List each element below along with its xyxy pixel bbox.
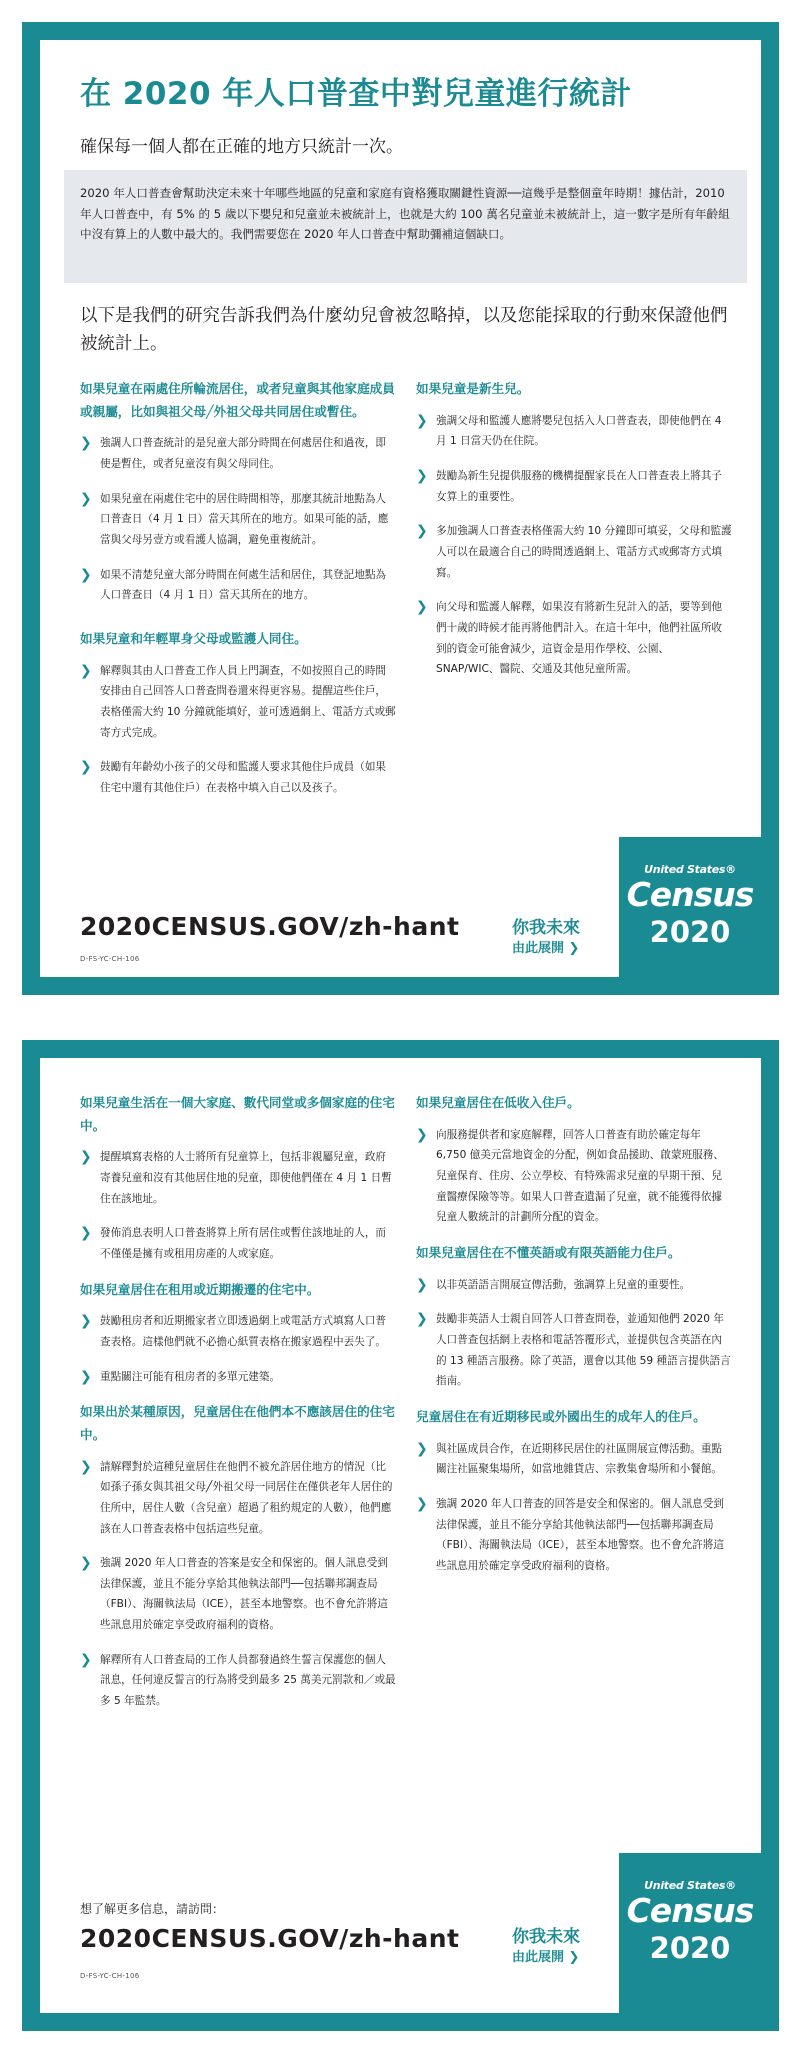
section-heading: 兒童居住在有近期移民或外國出生的成年人的住戶。 [416,1408,706,1424]
tagline [512,1926,622,1968]
list-item: ❯ 解釋與其由人口普查工作人員上門調查，不如按照自己的時間安排由自己回答人口普查問卷還來得更容易。提醒這些住戶，表格僅需大約 10 分鐘就能填好，並可透過網上、電話方式或郵寄方式完成。 [80,662,396,739]
list-item: ❯ 與社區成員合作，在近期移民居住的社區開展宣傳活動。重點關注社區聚集場所，如當地雜貨店、宗教集會場所和小餐館。 [416,1440,723,1476]
list-item: ❯ 如果兒童在兩處住宅中的居住時間相等，那麼其統計地點為人口普查日（4 月 1 日）當天其所在的地方。如果可能的話，應當與父母另壹方或看護人協調，避免重複統計。 [80,490,389,546]
list-item: ❯ 解釋所有人口普查局的工作人員都發過終生誓言保護您的個人訊息，任何違反誓言的行為將受到最多 25 萬美元罰款和／或最多 5 年監禁。 [80,1651,396,1708]
chevron-right-icon: ❯ [80,1458,92,1475]
learn-more-label: 想了解更多信息，請訪問： [80,1902,225,1916]
chevron-right-icon: ❯ [80,1313,92,1330]
chevron-right-icon: ❯ [416,1126,428,1143]
chevron-right-icon: ❯ [568,1950,580,1966]
chevron-right-icon: ❯ [80,435,92,452]
list-item: ❯ 強調 2020 年人口普查的答案是安全和保密的。個人訊息受到法律保護，並且不能分享給其他執法部門──包括聯邦調查局（FBI）、海關執法局（ICE），甚至本地警察。也不會允許將這些訊息用於確定享受政府福利的資格。 [80,1555,388,1632]
logo-year: 2020 [649,915,731,949]
chevron-right-icon: ❯ [416,1276,428,1293]
chevron-right-icon: ❯ [80,566,92,583]
chevron-right-icon: ❯ [80,1149,92,1166]
chevron-right-icon: ❯ [416,1495,428,1512]
section-heading: 如果出於某種原因，兒童居住在他們本不應該居住的住宅中。 [80,1404,395,1442]
page-2-right-column [416,1092,732,1590]
logo-census: Census [626,875,754,914]
page-2-left-column [80,1092,396,1726]
page-1-right-column [416,378,732,694]
logo-united-states: United States® [644,1879,736,1892]
list-item: ❯ 請解釋對於這種兒童居住在他們不被允許居住地方的情況（比如孫子孫女與其祖父母╱外祖父母一同居住在僅供老年人居住的住所中，居住人數（含兒童）超過了租約規定的人數），他們應該在人口普查表格中包括這些兒童。 [80,1458,393,1535]
page-title: 在 2020 年人口普查中對兒童進行統計 [80,76,632,112]
tagline-line-2[interactable]: 由此展開 ❯ [512,941,580,957]
list-item: ❯ 強調 2020 年人口普查的回答是安全和保密的。個人訊息受到法律保護，並且不能分享給其他執法部門──包括聯邦調查局（FBI）、海關執法局（ICE），甚至本地警察。也不會允許將這些訊息用於確定享受政府福利的資格。 [416,1495,724,1572]
tagline-line-1: 你我未來 [512,918,580,938]
list-item: ❯ 提醒填寫表格的人士將所有兒童算上，包括非親屬兒童，政府寄養兒童和沒有其他居住地的兒童，即使他們僅在 4 月 1 日暫住在該地址。 [80,1149,392,1205]
page-1-left-column [80,378,396,813]
logo-united-states: United States® [644,863,736,876]
chevron-right-icon: ❯ [416,523,428,540]
section-heading: 如果兒童是新生兒。 [416,381,530,396]
document-code: D-FS-YC-CH-106 [80,955,140,963]
chevron-right-icon: ❯ [80,490,92,507]
list-item: ❯ 以非英語語言開展宣傳活動，強調算上兒童的重要性。 [416,1275,732,1296]
page-2-border [22,1040,779,2031]
list-item: ❯ 發佈消息表明人口普查將算上所有居住或暫住該地址的人，而不僅僅是擁有或租用房產的人或家庭。 [80,1225,387,1260]
tagline-line-2[interactable]: 由此展開 ❯ [512,1950,580,1966]
list-item: ❯ 鼓勵非英語人士親自回答人口普查問卷，並通知他們 2020 年人口普查包括網上表格和電話答覆形式，並提供包含英語在內的 13 種語言服務。除了英語，還會以其他 59 種語言提供語言指南。 [416,1311,731,1388]
list-item: ❯ 鼓勵租房者和近期搬家者立即透過網上或電話方式填寫人口普查表格。這樣他們就不必擔心紙質表格在搬家過程中丟失了。 [80,1313,387,1348]
section-heading: 如果兒童居住在租用或近期搬遷的住宅中。 [80,1281,320,1297]
list-item: ❯ 強調父母和監護人應將嬰兒包括入人口普查表，即使他們在 4 月 1 日當天仍在住院。 [416,412,722,448]
chevron-right-icon: ❯ [80,1555,92,1572]
chevron-right-icon: ❯ [80,1368,92,1385]
list-item: ❯ 向服務提供者和家庭解釋，回答人口普查有助於確定每年 6,750 億美元當地資金的分配，例如食品援助、啟蒙班服務、兒童保育、住房、公立學校、有特殊需求兒童的早期干預、兒童醫療保險等等。如果人口普查遺漏了兒童，就不能獲得依據兒童人數統計的計劃所分配的資金。 [416,1126,724,1224]
census-2020-logo [619,1853,761,2013]
page-subtitle: 確保每一個人都在正確的地方只統計一次。 [80,137,403,157]
chevron-right-icon: ❯ [416,1311,428,1328]
list-item: ❯ 向父母和監護人解釋，如果沒有將新生兒計入的話，要等到他們十歲的時候才能再將他們計入。在這十年中，他們社區所收到的資金可能會減少，這資金是用作學校、公園、SNAP/WIC、醫院、交通及其他兒童所需。 [416,599,723,676]
tagline-line-1: 你我未來 [512,1927,580,1947]
census-url[interactable]: 2020CENSUS.GOV/zh-hant [80,1924,460,1953]
page-1-sheet [40,40,761,977]
chevron-right-icon: ❯ [568,941,580,957]
chevron-right-icon: ❯ [416,467,428,484]
section-heading: 如果兒童和年輕單身父母或監護人同住。 [80,630,307,646]
page-2-sheet [40,1058,761,2013]
census-2020-logo [619,837,761,977]
lead-paragraph: 以下是我們的研究告訴我們為什麼幼兒會被忽略掉，以及您能採取的行動來保證他們被統計上。 [80,306,728,354]
page-1-border [22,22,779,995]
list-item: ❯ 多加強調人口普查表格僅需大約 10 分鐘即可填妥，父母和監護人可以在最適合自己的時間透過網上、電話方式或郵寄方式填寫。 [416,523,732,579]
chevron-right-icon: ❯ [416,412,428,429]
chevron-right-icon: ❯ [80,662,92,679]
chevron-right-icon: ❯ [416,599,428,616]
chevron-right-icon: ❯ [80,1225,92,1242]
logo-census: Census [626,1891,754,1930]
section-heading: 如果兒童居住在不懂英語或有限英語能力住戶。 [416,1244,681,1260]
chevron-right-icon: ❯ [80,1651,92,1668]
logo-year: 2020 [649,1931,731,1965]
tagline [512,917,622,959]
census-url[interactable]: 2020CENSUS.GOV/zh-hant [80,912,460,941]
section-heading: 如果兒童居住在低收入住戶。 [416,1095,580,1110]
list-item: ❯ 強調人口普查統計的是兒童大部分時間在何處居住和過夜，即使是暫住，或者兒童沒有與父母同住。 [80,435,387,470]
intro-box [64,170,747,283]
chevron-right-icon: ❯ [416,1440,428,1457]
intro-text: 2020 年人口普查會幫助決定未來十年哪些地區的兒童和家庭有資格獲取關鍵性資源──這幾乎是整個童年時期！據估計，2010 年人口普查中，有 5% 的 5 歲以下嬰兒和兒童並未被統計上，也就是大約 100 萬名兒童並未被統計上，這一數字是所有年齡組中沒有算上的人數中最大的。我們需要您在 2020 年人口普查中幫助彌補這個缺口。 [80,186,730,242]
document-code: D-FS-YC-CH-106 [80,1972,140,1980]
section-heading: 如果兒童生活在一個大家庭、數代同堂或多個家庭的住宅中。 [80,1095,395,1133]
chevron-right-icon: ❯ [80,759,92,776]
list-item: ❯ 如果不清楚兒童大部分時間在何處生活和居住，其登記地點為人口普查日（4 月 1 日）當天其所在的地方。 [80,566,387,602]
list-item: ❯ 鼓勵有年齡幼小孩子的父母和監護人要求其他住戶成員（如果住宅中還有其他住戶）在表格中填入自己以及孩子。 [80,759,387,794]
list-item: ❯ 重點關注可能有租房者的多單元建築。 [80,1367,396,1388]
section-heading: 如果兒童在兩處住所輪流居住，或者兒童與其他家庭成員或親屬，比如與祖父母╱外祖父母共同居住或暫住。 [80,381,395,419]
list-item: ❯ 鼓勵為新生兒提供服務的機構提醒家長在人口普查表上將其子女算上的重要性。 [416,467,723,503]
